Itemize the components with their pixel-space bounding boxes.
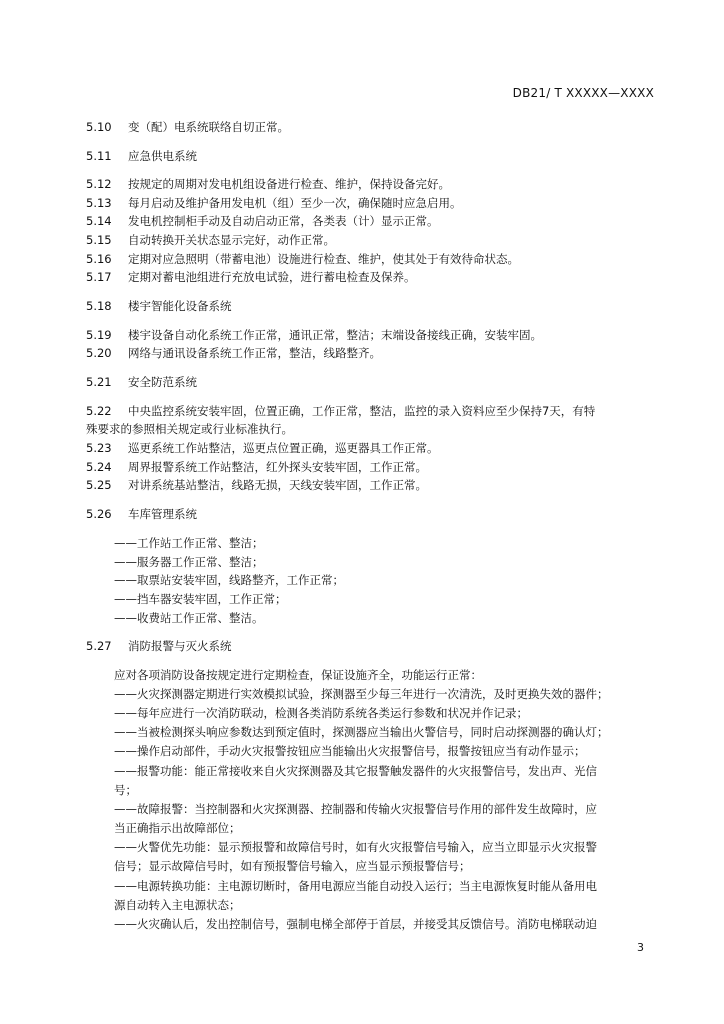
- clause-text: 楼宇智能化设备系统: [128, 299, 232, 313]
- clause-text: 按规定的周期对发电机组设备进行检查、维护，保持设备完好。: [128, 177, 450, 191]
- fire-line: ——当被检测探头响应参数达到预定值时，探测器应当输出火警信号，同时启动探测器的确认灯；: [114, 725, 609, 739]
- clause-number: 5.16: [86, 252, 112, 266]
- clause-text: 定期对蓄电池组进行充放电试验，进行蓄电检查及保养。: [128, 270, 416, 284]
- list-item: ——工作站工作正常、整洁；: [114, 536, 264, 550]
- clause-5-19: [86, 329, 542, 342]
- clause-text: 定期对应急照明（带蓄电池）设施进行检查、维护，使其处于有效待命状态。: [128, 252, 519, 266]
- list-item: ——挡车器安装牢固，工作正常；: [114, 592, 287, 606]
- clause-number: 5.27: [86, 639, 112, 653]
- clause-5-23: [86, 442, 439, 455]
- clause-5-11: [86, 150, 197, 163]
- clause-5-27: [86, 640, 232, 653]
- page-number: 3: [637, 941, 644, 954]
- fire-line: 源自动转入主电源状态；: [114, 898, 241, 912]
- clause-5-16: [86, 253, 519, 266]
- clause-number: 5.12: [86, 177, 112, 191]
- clause-number: 5.17: [86, 270, 112, 284]
- clause-text: 变（配）电系统联络自切正常。: [128, 120, 289, 134]
- clause-number: 5.13: [86, 196, 112, 210]
- clause-5-22-continued: [86, 423, 293, 436]
- clause-text: 消防报警与灭火系统: [128, 639, 232, 653]
- clause-text: 楼宇设备自动化系统工作正常，通讯正常，整洁；末端设备接线正确，安装牢固。: [128, 328, 542, 342]
- clause-text: 应急供电系统: [128, 149, 197, 163]
- clause-5-24: [86, 461, 427, 474]
- fire-line: ——每年应进行一次消防联动，检测各类消防系统各类运行参数和状况并作记录；: [114, 706, 528, 720]
- clause-number: 5.25: [86, 478, 112, 492]
- clause-number: 5.11: [86, 149, 112, 163]
- list-item: ——服务器工作正常、整洁；: [114, 555, 264, 569]
- fire-line: ——故障报警：当控制器和火灾探测器、控制器和传输火灾报警信号作用的部件发生故障时，应: [114, 802, 597, 816]
- fire-line: ——报警功能：能正常接收来自火灾探测器及其它报警触发器件的火灾报警信号，发出声、光信: [114, 764, 597, 778]
- fire-line: 应对各项消防设备按规定进行定期检查，保证设施齐全，功能运行正常：: [114, 668, 482, 682]
- clause-text: 发电机控制柜手动及自动启动正常，各类表（计）显示正常。: [128, 214, 439, 228]
- clause-number: 5.21: [86, 375, 112, 389]
- clause-5-15: [86, 234, 335, 247]
- clause-text: 每月启动及维护备用发电机（组）至少一次，确保随时应急启用。: [128, 196, 462, 210]
- list-item: ——取票站安装牢固，线路整齐，工作正常；: [114, 573, 344, 587]
- clause-number: 5.14: [86, 214, 112, 228]
- clause-text: 安全防范系统: [128, 375, 197, 389]
- clause-number: 5.26: [86, 507, 112, 521]
- clause-text: 巡更系统工作站整洁，巡更点位置正确，巡更器具工作正常。: [128, 441, 439, 455]
- clause-5-25: [86, 479, 427, 492]
- clause-5-10: [86, 121, 289, 134]
- clause-5-13: [86, 197, 462, 210]
- clause-5-20: [86, 347, 381, 360]
- document-code: DB21/ T XXXXX—XXXX: [512, 86, 654, 100]
- fire-line: 当正确指示出故障部位；: [114, 821, 241, 835]
- clause-text: 周界报警系统工作站整洁，红外探头安装牢固，工作正常。: [128, 460, 427, 474]
- clause-5-21: [86, 376, 197, 389]
- clause-text: 中央监控系统安装牢固，位置正确，工作正常，整洁，监控的录入资料应至少保持7天，有特: [128, 404, 596, 418]
- clause-number: 5.15: [86, 233, 112, 247]
- clause-number: 5.23: [86, 441, 112, 455]
- clause-number: 5.24: [86, 460, 112, 474]
- clause-number: 5.22: [86, 404, 112, 418]
- clause-text: 殊要求的参照相关规定或行业标准执行。: [86, 422, 293, 436]
- clause-5-14: [86, 215, 439, 228]
- clause-text: 对讲系统基站整洁，线路无损，天线安装牢固，工作正常。: [128, 478, 427, 492]
- fire-line: 号；: [114, 783, 137, 797]
- clause-number: 5.18: [86, 299, 112, 313]
- clause-5-26: [86, 508, 197, 521]
- fire-line: ——电源转换功能：主电源切断时，备用电源应当能自动投入运行；当主电源恢复时能从备用电: [114, 879, 597, 893]
- clause-5-18: [86, 300, 232, 313]
- list-item: ——收费站工作正常、整洁。: [114, 611, 264, 625]
- fire-line: ——火灾探测器定期进行实效模拟试验，探测器至少每三年进行一次清洗，及时更换失效的器件；: [114, 687, 609, 701]
- clause-text: 网络与通讯设备系统工作正常，整洁，线路整齐。: [128, 346, 381, 360]
- clause-number: 5.20: [86, 346, 112, 360]
- clause-5-22: [86, 405, 595, 418]
- clause-number: 5.19: [86, 328, 112, 342]
- clause-text: 自动转换开关状态显示完好，动作正常。: [128, 233, 335, 247]
- clause-5-12: [86, 178, 450, 191]
- clause-5-17: [86, 271, 416, 284]
- fire-line: ——操作启动部件，手动火灾报警按钮应当能输出火灾报警信号，报警按钮应当有动作显示；: [114, 744, 586, 758]
- clause-number: 5.10: [86, 120, 112, 134]
- fire-line: ——火警优先功能：显示预报警和故障信号时，如有火灾报警信号输入，应当立即显示火灾报警: [114, 840, 597, 854]
- clause-text: 车库管理系统: [128, 507, 197, 521]
- fire-line: ——火灾确认后，发出控制信号，强制电梯全部停于首层，并接受其反馈信号。消防电梯联动迫: [114, 917, 597, 931]
- fire-line: 信号；显示故障信号时，如有预报警信号输入，应当显示预报警信号；: [114, 859, 471, 873]
